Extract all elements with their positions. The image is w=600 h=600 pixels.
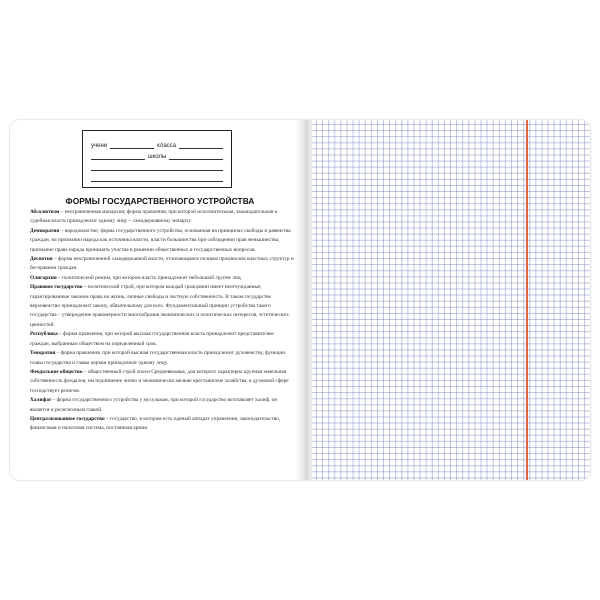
label-row-school	[91, 152, 223, 160]
label-student-word: учени	[91, 143, 108, 149]
term-entry	[30, 274, 294, 283]
term-name: Абсолютизм	[30, 209, 60, 215]
term-definition: – форма правления, при которой высшая государственная власть принадлежит представителям граждан, выбранным обществом на определенный срок.	[30, 331, 274, 347]
term-definition: – общественный строй эпохи Средневековья, для которого характерна крупная земельная собственность феодалов, им подчинение лично и экономически мелкие крестьянские хозяйства, в духовной сфере господствует религия.	[30, 368, 289, 394]
label-row-student	[91, 141, 223, 149]
term-entry	[30, 415, 294, 434]
term-entry	[30, 349, 294, 368]
term-definition: – государство, в котором есть единый аппарат управления, законодательство, финансовая и налоговая система, постоянная армия.	[30, 415, 281, 432]
label-row-blank	[91, 174, 223, 182]
label-fill-line[interactable]	[110, 142, 154, 149]
term-definition: – форма правления, при которой высшая государственная власть принадлежит духовенству, функции главы государства и главы церкви принадлежат одному лицу.	[30, 350, 286, 366]
term-name: Правовое государство	[30, 284, 83, 291]
term-definition: – политический строй, при котором каждый гражданин имеет неотчуждаемые, гарантированные законом права на жизнь, личные свободы и частную собственность. В таком государстве верховенство принадлежит закону, обязательному для всех. Фундаментальный принцип устройства такого государства – утверждение правомерности многообразия экономических и политических интересов, эстетических ценностей.	[30, 284, 289, 328]
term-definition: – форма неограниченной самодержавной власти, отличающаяся полным произволом властных структур и бесправием граждан.	[30, 256, 294, 272]
label-fill-line[interactable]	[169, 153, 223, 160]
term-entry	[30, 227, 294, 255]
label-fill-line[interactable]	[179, 142, 223, 149]
label-fill-line[interactable]	[91, 164, 223, 171]
term-definition: – политический режим, при котором власть принадлежит небольшой группе лиц.	[56, 274, 242, 281]
term-name: Теократия	[30, 350, 56, 357]
term-entry	[30, 330, 294, 349]
term-name: Деспотия	[30, 256, 53, 263]
name-label-box	[82, 130, 232, 188]
term-definition: – неограниченная монархия; форма правления, при которой исполнительная, законодательная и судебная власть принадлежит одному лицу – самодержавному монарху.	[30, 209, 278, 225]
term-name: Демократия	[30, 227, 60, 234]
terms-list	[30, 208, 294, 434]
term-definition: – форма государственного устройства у мусульман, при которой государство возглавляет халиф, он является и религиозным главой.	[30, 397, 278, 413]
label-fill-line[interactable]	[91, 153, 145, 160]
label-fill-line[interactable]	[91, 175, 223, 182]
term-entry	[30, 368, 294, 396]
term-name: Республика	[30, 331, 58, 338]
term-entry	[30, 283, 294, 330]
margin-line	[526, 120, 528, 480]
term-entry	[30, 208, 294, 227]
label-school-word: школы	[147, 154, 167, 160]
open-notebook	[10, 120, 590, 480]
grid-page[interactable]	[312, 120, 590, 480]
term-name: Олигархия	[30, 274, 57, 281]
left-page	[10, 120, 298, 480]
term-definition: – народовластие; форма государственного устройства, основанная на принципах свободы и равенства граждан, на признании народа как источника власти, власти большинства при соблюдении прав меньшинства, признание права народа принимать участие в решении общественных и государственных вопросов.	[30, 227, 291, 253]
term-entry	[30, 255, 294, 274]
term-entry	[30, 396, 294, 415]
label-row-blank	[91, 163, 223, 171]
page-title: ФОРМЫ ГОСУДАРСТВЕННОГО УСТРОЙСТВА	[65, 196, 255, 206]
label-class-word: класса	[157, 143, 177, 149]
term-name: Централизованное государство	[30, 415, 105, 422]
term-name: Халифат	[30, 397, 52, 404]
term-name: Феодальное общество	[30, 368, 83, 375]
